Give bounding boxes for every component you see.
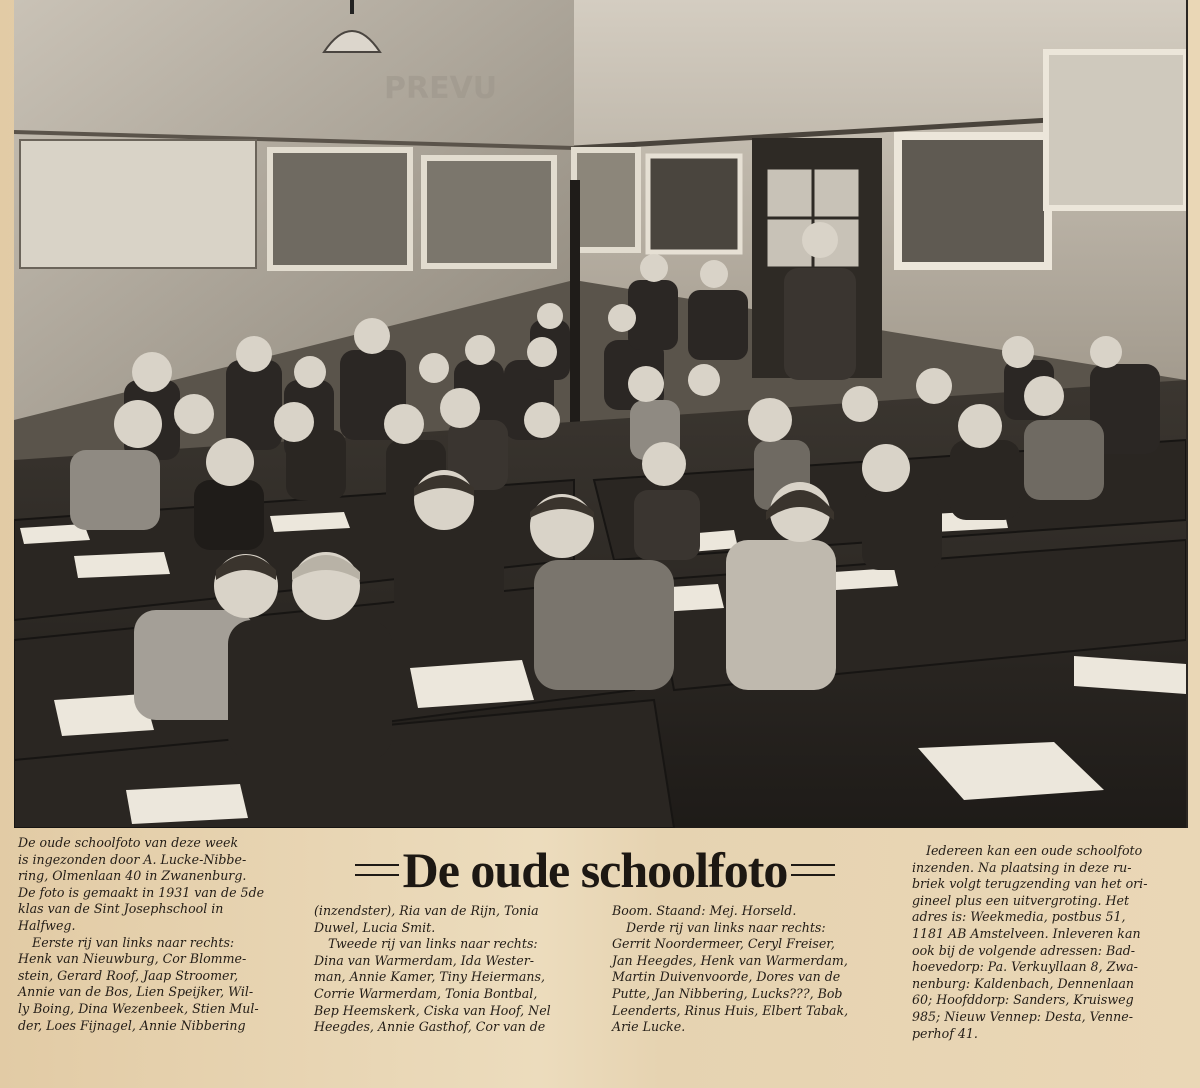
- headline-bar: [300, 838, 890, 902]
- article-line: Annie van de Bos, Lien Speijker, Wil-: [18, 984, 254, 1000]
- wall-poster-text: PREVU: [384, 71, 498, 106]
- article-line: (inzendster), Ria van de Rijn, Tonia: [314, 903, 539, 918]
- article-line: Martin Duivenvoorde, Dores van de: [612, 969, 841, 985]
- article-line: De foto is gemaakt in 1931 van de 5de: [18, 884, 265, 900]
- article-line: stein, Gerard Roof, Jaap Stroomer,: [18, 967, 239, 983]
- article-line: Leenderts, Rinus Huis, Elbert Tabak,: [612, 1002, 849, 1018]
- wall-poster: [648, 156, 740, 252]
- class-photo: [14, 0, 1188, 828]
- article-line: man, Annie Kamer, Tiny Heiermans,: [314, 969, 545, 985]
- article-line: Duwel, Lucia Smit.: [314, 919, 436, 935]
- article-column-2: [314, 903, 596, 1036]
- article-line: perhof 41.: [912, 1025, 978, 1041]
- article-line: adres is: Weekmedia, postbus 51,: [912, 909, 1126, 925]
- article-line: Heegdes, Annie Gasthof, Cor van de: [314, 1019, 546, 1035]
- article-line: is ingezonden door A. Lucke-Nibbe-: [18, 851, 247, 867]
- wall-poster: [1046, 52, 1186, 208]
- article-line: Halfweg.: [18, 917, 76, 933]
- article-line: Boom. Staand: Mej. Horseld.: [612, 903, 797, 918]
- article-line: De oude schoolfoto van deze week: [18, 835, 239, 850]
- article-column-4: [912, 843, 1192, 1042]
- article-line: briek volgt terugzending van het ori-: [912, 876, 1148, 892]
- article-line: 985; Nieuw Vennep: Desta, Venne-: [912, 1008, 1133, 1024]
- article-line: der, Loes Fijnagel, Annie Nibbering: [18, 1017, 246, 1033]
- wall-poster: [424, 158, 554, 266]
- article-line: 1181 AB Amstelveen. Inleveren kan: [912, 925, 1141, 941]
- article-line: Iedereen kan een oude schoolfoto: [926, 843, 1143, 858]
- article-line: Henk van Nieuwburg, Cor Blomme-: [18, 951, 247, 967]
- article-column-3: [612, 903, 902, 1036]
- article-line: Corrie Warmerdam, Tonia Bontbal,: [314, 985, 538, 1001]
- class-photo-illustration: [14, 0, 1186, 828]
- article-line: klas van de Sint Josephschool in: [18, 901, 224, 917]
- article-line: Dina van Warmerdam, Ida Wester-: [314, 952, 534, 968]
- article-line: Jan Heegdes, Henk van Warmerdam,: [612, 952, 848, 968]
- headline-rule-right: [791, 864, 835, 876]
- article-line: Arie Lucke.: [612, 1019, 686, 1035]
- article-line: Putte, Jan Nibbering, Lucks???, Bob: [612, 985, 843, 1001]
- article-line: nenburg: Kaldenbach, Dennenlaan: [912, 975, 1134, 991]
- wall-map: [20, 140, 256, 268]
- article-line: ly Boing, Dina Wezenbeek, Stien Mul-: [18, 1000, 259, 1016]
- article-line: Derde rij van links naar rechts:: [626, 919, 826, 935]
- headline-rule-left: [355, 864, 399, 876]
- article-line: Gerrit Noordermeer, Ceryl Freiser,: [612, 936, 835, 952]
- wall-poster: [270, 150, 410, 268]
- headline: De oude schoolfoto: [402, 842, 788, 898]
- article-line: inzenden. Na plaatsing in deze ru-: [912, 859, 1132, 875]
- article-line: Eerste rij van links naar rechts:: [32, 934, 235, 950]
- wall-poster: [898, 136, 1048, 266]
- article-line: Bep Heemskerk, Ciska van Hoof, Nel: [314, 1002, 551, 1018]
- article-column-1: [18, 835, 300, 1034]
- wall-poster: [574, 150, 638, 250]
- article-line: 60; Hoofddorp: Sanders, Kruisweg: [912, 992, 1134, 1008]
- article-line: ook bij de volgende adressen: Bad-: [912, 942, 1136, 958]
- article-line: hoevedorp: Pa. Verkuyllaan 8, Zwa-: [912, 959, 1138, 975]
- article-line: Tweede rij van links naar rechts:: [328, 936, 538, 952]
- article-line: gineel plus een uitvergroting. Het: [912, 892, 1130, 908]
- article-line: ring, Olmenlaan 40 in Zwanenburg.: [18, 868, 247, 884]
